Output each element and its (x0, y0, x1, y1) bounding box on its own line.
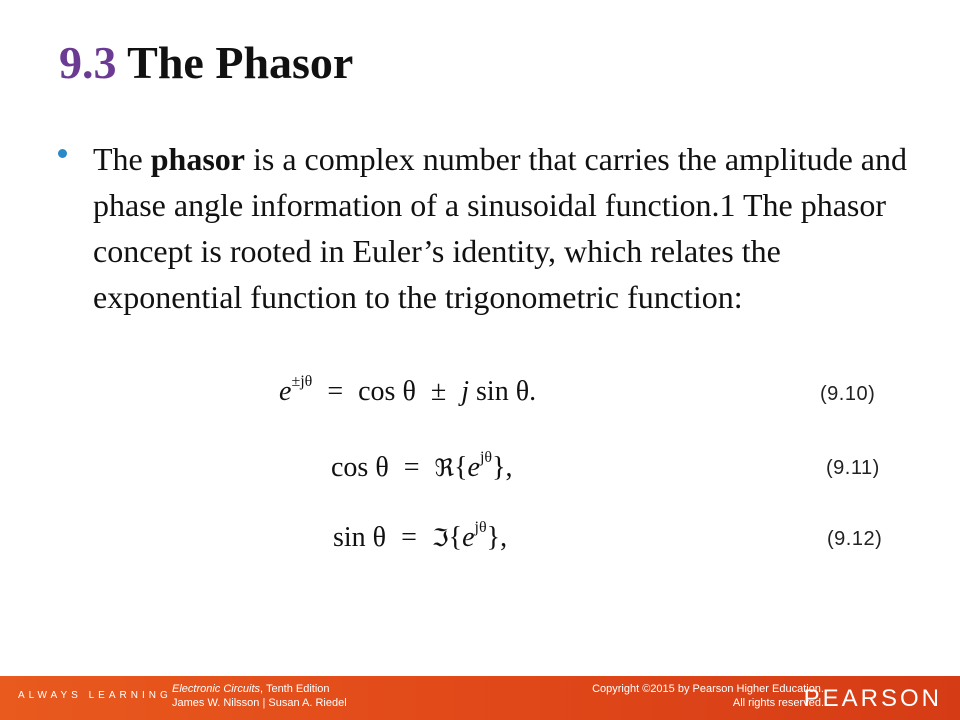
footer-authors: James W. Nilsson | Susan A. Riedel (172, 697, 347, 709)
eq2-close-brace: }, (492, 452, 513, 483)
footer-copyright-line-1: Copyright ©2015 by Pearson Higher Education. (592, 683, 824, 695)
footer-copyright-line-2: All rights reserved. (732, 697, 824, 709)
eq3-base: e (462, 522, 475, 553)
eq1-equals: = (327, 376, 344, 407)
eq2-open-brace: { (454, 452, 468, 483)
pearson-logo: PEARSON (803, 685, 942, 712)
equation-number-9-11: (9.11) (826, 457, 880, 479)
eq3-equals: = (401, 522, 417, 553)
bullet-item (58, 136, 908, 320)
eq3-open-brace: { (448, 522, 463, 553)
footer-book-edition: , Tenth Edition (260, 683, 330, 695)
bullet-dot (58, 149, 67, 158)
title-number: 9.3 (59, 37, 117, 88)
eq3-lhs: sin θ (333, 522, 387, 553)
footer-bar (0, 676, 960, 720)
eq2-lhs: cos θ (331, 452, 389, 483)
equation-9-11 (331, 449, 513, 483)
equation-number-9-12: (9.12) (827, 528, 883, 550)
eq2-base: e (467, 452, 480, 483)
equation-number-9-10: (9.10) (820, 383, 876, 405)
real-part-symbol: ℜ (434, 454, 455, 482)
footer-book-title-line (172, 682, 347, 696)
footer-tagline: ALWAYS LEARNING (18, 690, 172, 701)
slide-title (59, 37, 354, 88)
eq1-sin: sin θ. (476, 376, 537, 407)
bullet-text (93, 136, 908, 320)
equation-9-12 (333, 519, 508, 553)
imaginary-part-symbol: ℑ (431, 524, 449, 552)
footer-copyright (592, 682, 824, 710)
bullet-body: is a complex number that carries the amplitude and phase angle information of a sinusoidal function.1 The phasor concept is rooted in Euler’s identity, which relates the exponential function to the trigonometric function: (93, 141, 907, 315)
eq3-exponent: jθ (474, 519, 487, 536)
eq2-equals: = (403, 452, 420, 483)
bullet-bold-term: phasor (150, 141, 245, 177)
title-text: The Phasor (127, 37, 354, 88)
footer-book-info (172, 682, 347, 710)
footer-book-title: Electronic Circuits (172, 683, 261, 695)
eq1-cos: cos θ (358, 376, 416, 407)
eq1-base: e (279, 376, 292, 407)
eq3-close-brace: }, (486, 522, 508, 553)
eq1-exponent: ±jθ (291, 373, 313, 390)
eq2-exponent: jθ (479, 449, 493, 466)
eq1-j: j (461, 376, 470, 407)
bullet-intro: The (93, 141, 151, 177)
eq1-plus-minus: ± (430, 376, 447, 407)
equation-9-10 (279, 373, 537, 407)
